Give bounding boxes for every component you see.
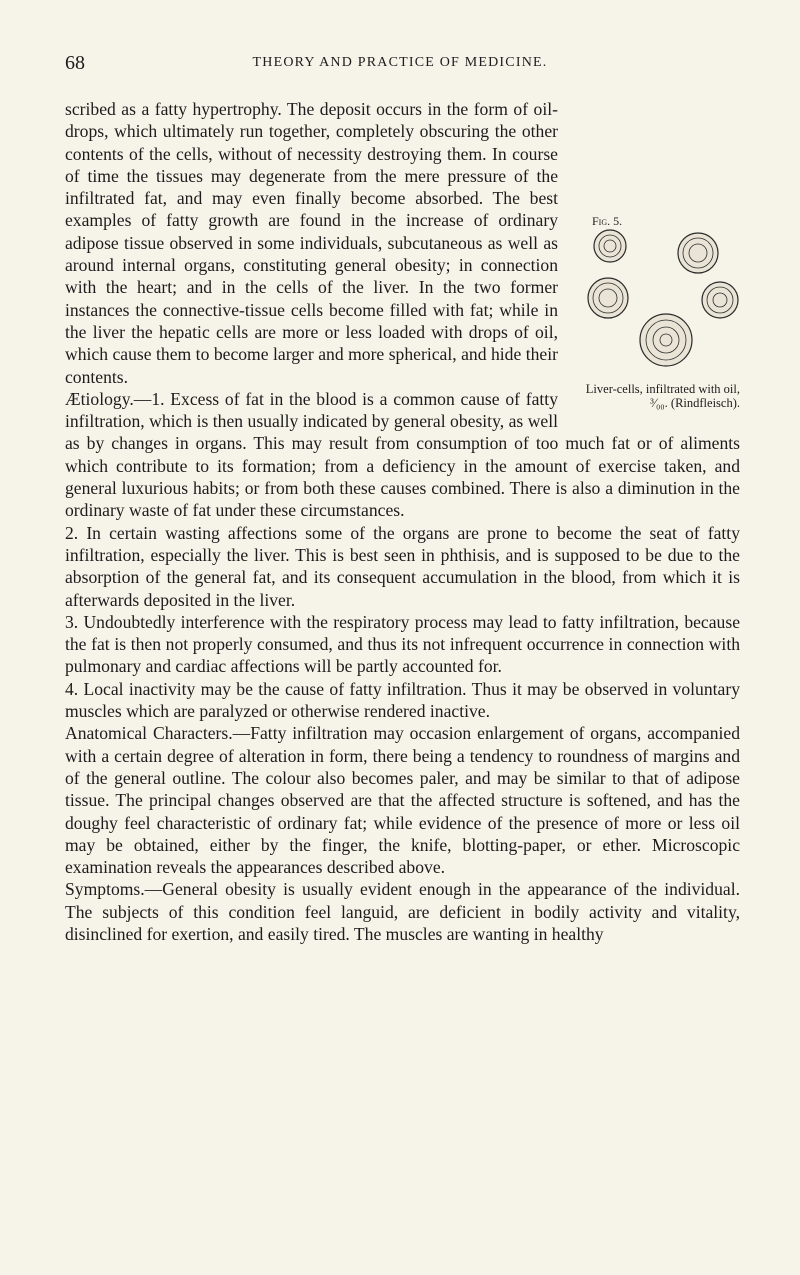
- body-text: [65, 98, 740, 945]
- liver-cells-illustration: [580, 228, 740, 378]
- liver-cell: [640, 314, 692, 366]
- paragraph: 3. Undoubtedly interference with the respiratory process may lead to fatty infiltration, because the fat is then not properly consumed, and thus its not infrequent occurrence in connection with pulmonary and cardiac affections will be partly accounted for.: [65, 611, 740, 677]
- liver-cell: [678, 233, 718, 273]
- paragraph: Symptoms.—General obesity is usually evident enough in the appearance of the individual. The subjects of this condition feel languid, are deficient in bodily activity and vitality, disinclined for exertion, and easily tired. The muscles are wanting in healthy: [65, 879, 740, 944]
- paragraph: scribed as a fatty hypertrophy. The deposit occurs in the form of oil-drops, which ultimately run together, completely obscuring the other contents of the cells, without of necessity destroying them. In course of time the tissues may degenerate from the mere pressure of the infiltrated fat, and may even finally become absorbed. The best examples of fatty growth are found in the increase of ordinary adipose tissue observed in some individuals, subcutaneous as well as around internal organs, constituting general obesity; in connection with the heart; and in the cells of the liver. In the two former instances the connective-tissue cells become filled with fat; while in the liver the hepatic cells are more or less loaded with drops of oil, which cause them to become larger and more spherical, and hide their contents.: [65, 99, 558, 387]
- running-head: THEORY AND PRACTICE OF MEDICINE.: [252, 55, 548, 70]
- figure-liver-cells: [570, 98, 740, 423]
- liver-cell: [588, 278, 628, 318]
- paragraph: 4. Local inactivity may be the cause of fatty infiltration. Thus it may be observed in voluntary muscles which are paralyzed or otherwise rendered inactive.: [65, 678, 740, 722]
- figure-label: Fig. 5.: [592, 214, 623, 228]
- figure-caption: Liver-cells, infiltrated with oil, ³⁄₀₀. (Rindfleisch).: [585, 382, 740, 410]
- paragraph: 2. In certain wasting affections some of the organs are prone to become the seat of fatty infiltration, especially the liver. This is best seen in phthisis, and is supposed to be due to the absorption of the general fat, and its consequent accumulation in the blood, from which it is afterwards deposited in the liver.: [65, 522, 740, 610]
- page-number: 68: [65, 52, 85, 74]
- paragraph: Ætiology.—1. Excess of fat in the blood is a common cause of fatty infiltration, which is then usually indicated by general obesity, as well as by changes in organs. This may result from consumption of too much fat or of aliments which contribute to its formation; from a deficiency in the amount of exercise taken, and general luxurious habits; or from both these causes combined. There is also a diminution in the ordinary waste of fat under these circumstances.: [65, 388, 740, 521]
- paragraph: Anatomical Characters.—Fatty infiltration may occasion enlargement of organs, accompanied with a certain degree of alteration in form, there being a tendency to roundness of margins and of the general outline. The colour also becomes paler, and may be similar to that of adipose tissue. The principal changes observed are that the affected structure is softened, and has the doughy feel characteristic of ordinary fat; while evidence of the presence of more or less oil may be obtained, either by the finger, the knife, blotting-paper, or ether. Microscopic examination reveals the appearances described above.: [65, 723, 740, 878]
- page-header: [65, 52, 735, 80]
